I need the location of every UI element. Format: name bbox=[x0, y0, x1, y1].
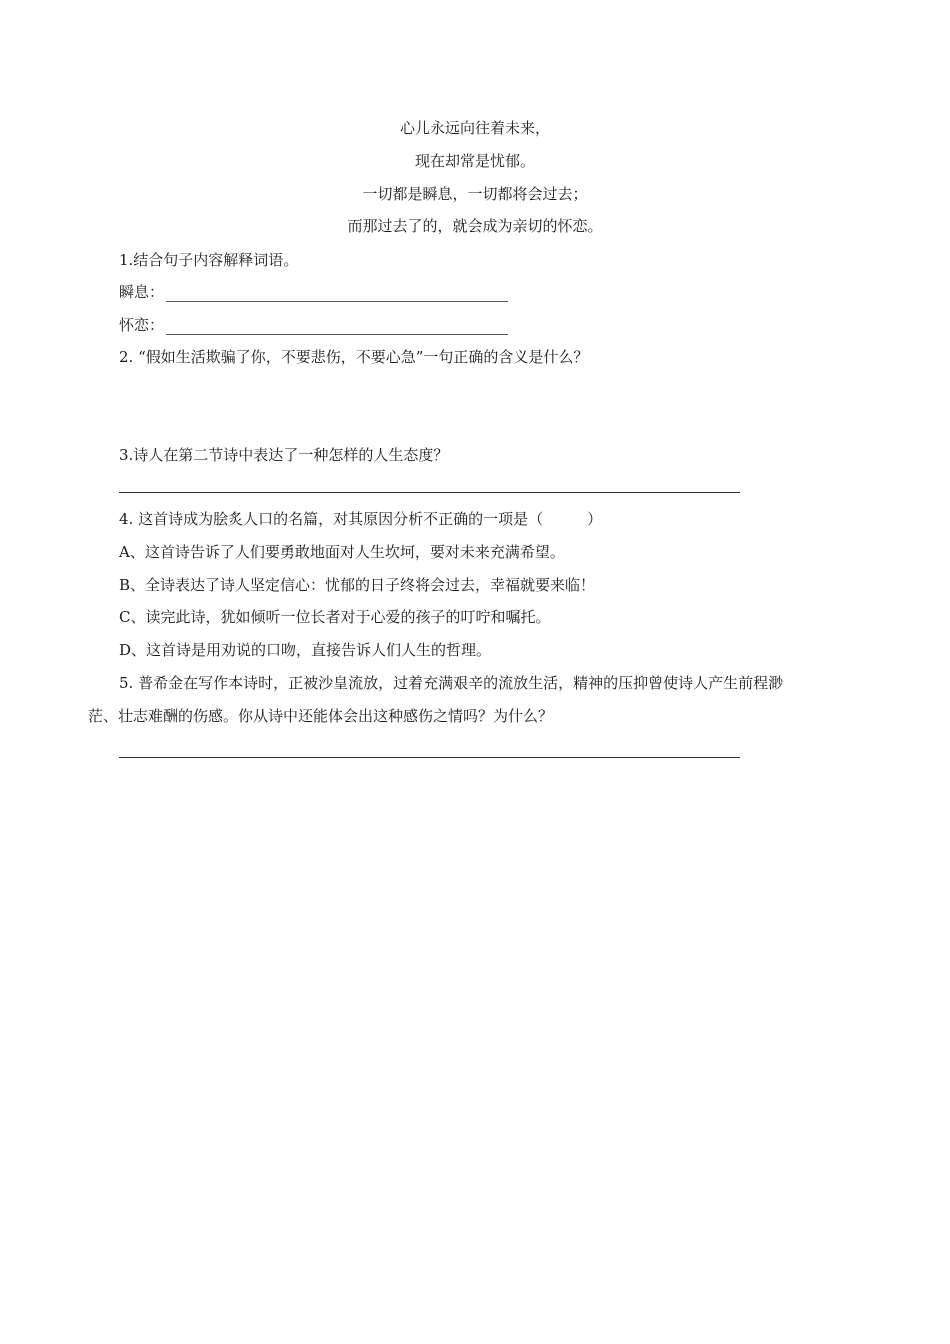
word-1-label: 瞬息： bbox=[119, 283, 165, 301]
answer-blank-2[interactable] bbox=[166, 318, 508, 335]
question-4-paren-close: ） bbox=[587, 510, 603, 528]
word-2-label: 怀恋： bbox=[119, 316, 165, 334]
question-1-title: 1.结合句子内容解释词语。 bbox=[119, 251, 299, 269]
poem-line-4: 而那过去了的，就会成为亲切的怀恋。 bbox=[347, 217, 603, 235]
option-d: D、这首诗是用劝说的口吻，直接告诉人们人生的哲理。 bbox=[119, 641, 492, 659]
answer-line-5[interactable] bbox=[119, 757, 740, 758]
option-b: B、全诗表达了诗人坚定信心：忧郁的日子终将会过去，幸福就要来临！ bbox=[119, 576, 596, 594]
poem-line-1: 心儿永远向往着未来， bbox=[399, 119, 550, 137]
option-c: C、读完此诗，犹如倾听一位长者对于心爱的孩子的叮咛和嘱托。 bbox=[119, 608, 551, 626]
answer-blank-1[interactable] bbox=[166, 285, 508, 302]
poem-line-3: 一切都是瞬息，一切都将会过去； bbox=[362, 185, 588, 203]
question-4-text: 4. 这首诗成为脍炙人口的名篇，对其原因分析不正确的一项是（ bbox=[119, 510, 544, 528]
option-a: A、这首诗告诉了人们要勇敢地面对人生坎坷，要对未来充满希望。 bbox=[119, 543, 565, 561]
question-5-line-2: 茫、壮志难酬的伤感。你从诗中还能体会出这种感伤之情吗？为什么？ bbox=[88, 707, 554, 725]
question-5-line-1: 5. 普希金在写作本诗时，正被沙皇流放，过着充满艰辛的流放生活，精神的压抑曾使诗人产生前程渺 bbox=[119, 674, 784, 692]
question-1-word-2 bbox=[119, 315, 508, 335]
question-4-title bbox=[119, 509, 602, 529]
question-1-word-1 bbox=[119, 282, 508, 302]
poem-line-2: 现在却常是忧郁。 bbox=[414, 152, 535, 170]
answer-line-3[interactable] bbox=[119, 492, 740, 493]
question-3-title: 3.诗人在第二节诗中表达了一种怎样的人生态度？ bbox=[119, 446, 449, 464]
question-2-title: 2. “假如生活欺骗了你，不要悲伤，不要心急”一句正确的含义是什么？ bbox=[119, 348, 589, 366]
